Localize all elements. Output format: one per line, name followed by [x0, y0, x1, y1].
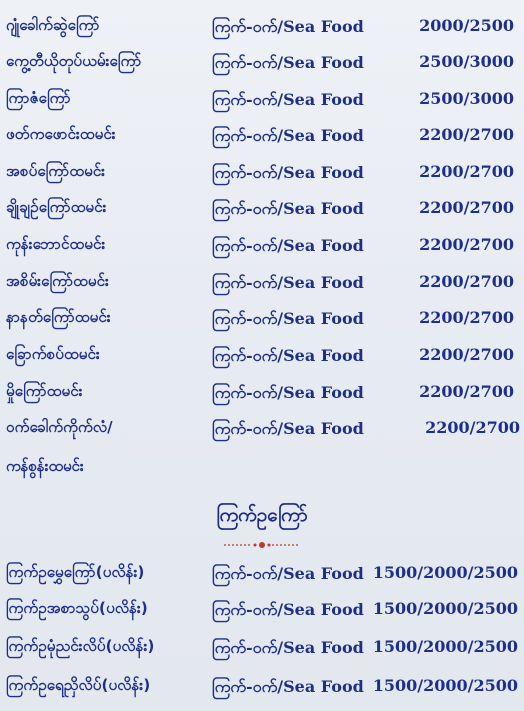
dish-name: ဝက်ခေါက်ကိုက်လံ/ — [6, 418, 113, 436]
dish-price: 2200/2700 — [419, 345, 514, 364]
menu-row — [0, 563, 524, 593]
dish-price: 1500/2000/2500 — [372, 676, 518, 695]
menu-row — [0, 382, 524, 412]
dish-price: 2000/2500 — [419, 16, 514, 35]
menu-row — [0, 162, 524, 192]
dish-category: ကြက်-ဝက်/Sea Food — [212, 383, 364, 402]
dish-category: ကြက်-ဝက်/Sea Food — [212, 600, 364, 619]
dish-name: ကွေ့တီယိုတုပ်ယမ်းကြော် — [6, 52, 142, 70]
dish-category: ကြက်-ဝက်/Sea Food — [212, 309, 364, 328]
dish-name: ကြက်ဥမွှေကြော်(ပလိန်း) — [6, 563, 145, 581]
dish-category: ကြက်-ဝက်/Sea Food — [212, 677, 364, 696]
menu-row — [0, 198, 524, 228]
dish-price: 2200/2700 — [419, 198, 514, 217]
menu-row — [0, 272, 524, 302]
dish-price: 2200/2700 — [425, 418, 520, 437]
dish-category: ကြက်-ဝက်/Sea Food — [212, 564, 364, 583]
dish-name: ကြက်ဥမုံညင်းလိပ်(ပလိန်း) — [6, 637, 155, 655]
ornament-divider — [222, 541, 302, 549]
dish-category: ကြက်-ဝက်/Sea Food — [212, 419, 364, 438]
dish-category: ကြက်-ဝက်/Sea Food — [212, 163, 364, 182]
dish-name-continuation: ကန်စွန်းထမင်း — [6, 457, 84, 475]
dish-name: ကုန်းဘောင်ထမင်း — [6, 235, 106, 253]
dish-category: ကြက်-ဝက်/Sea Food — [212, 126, 364, 145]
dish-name: ကြက်ဥရေညှိလိပ်(ပလိန်း) — [6, 676, 151, 694]
dish-price: 1500/2000/2500 — [372, 637, 518, 656]
menu-row — [0, 345, 524, 375]
section-title: ကြက်ဥကြော် — [216, 504, 308, 526]
dish-category: ကြက်-ဝက်/Sea Food — [212, 90, 364, 109]
dish-name: ဂျုံခေါက်ဆွဲကြော် — [6, 16, 100, 34]
dish-category: ကြက်-ဝက်/Sea Food — [212, 346, 364, 365]
dish-category: ကြက်-ဝက်/Sea Food — [212, 17, 364, 36]
dish-price: 1500/2000/2500 — [372, 599, 518, 618]
dish-category: ကြက်-ဝက်/Sea Food — [212, 273, 364, 292]
menu-row — [0, 637, 524, 667]
menu-row — [0, 89, 524, 119]
dish-name: နာနတ်ကြော်ထမင်း — [6, 308, 111, 326]
menu-row — [0, 418, 524, 448]
dish-name: အစပ်ကြော်ထမင်း — [6, 162, 106, 180]
dish-name: အစိမ်းကြော်ထမင်း — [6, 272, 109, 290]
dish-price: 2200/2700 — [419, 382, 514, 401]
menu-row — [0, 125, 524, 155]
dish-price: 2200/2700 — [419, 235, 514, 254]
dish-category: ကြက်-ဝက်/Sea Food — [212, 199, 364, 218]
menu-row — [0, 235, 524, 265]
dish-name: ကြက်ဥအစာသွပ်(ပလိန်း) — [6, 599, 148, 617]
menu-row — [0, 599, 524, 629]
menu-row — [0, 16, 524, 46]
menu-row — [0, 52, 524, 82]
dish-price: 1500/2000/2500 — [372, 563, 518, 582]
dish-category: ကြက်-ဝက်/Sea Food — [212, 638, 364, 657]
dish-price: 2500/3000 — [419, 89, 514, 108]
dish-price: 2200/2700 — [419, 125, 514, 144]
dish-price: 2200/2700 — [419, 308, 514, 327]
dish-price: 2200/2700 — [419, 272, 514, 291]
dish-category: ကြက်-ဝက်/Sea Food — [212, 53, 364, 72]
dish-name: မှိုကြော်ထမင်း — [6, 382, 83, 400]
dish-name: ကြာဇံကြော် — [6, 89, 71, 107]
dish-name: ချိုချဉ်ကြော်ထမင်း — [6, 198, 107, 216]
dish-category: ကြက်-ဝက်/Sea Food — [212, 236, 364, 255]
dish-price: 2500/3000 — [419, 52, 514, 71]
menu-row — [0, 676, 524, 706]
menu-row — [0, 308, 524, 338]
dish-name: ဖတ်ကဖောင်းထမင်း — [6, 125, 116, 143]
dish-price: 2200/2700 — [419, 162, 514, 181]
dish-name: ခြောက်စပ်ထမင်း — [6, 345, 100, 363]
